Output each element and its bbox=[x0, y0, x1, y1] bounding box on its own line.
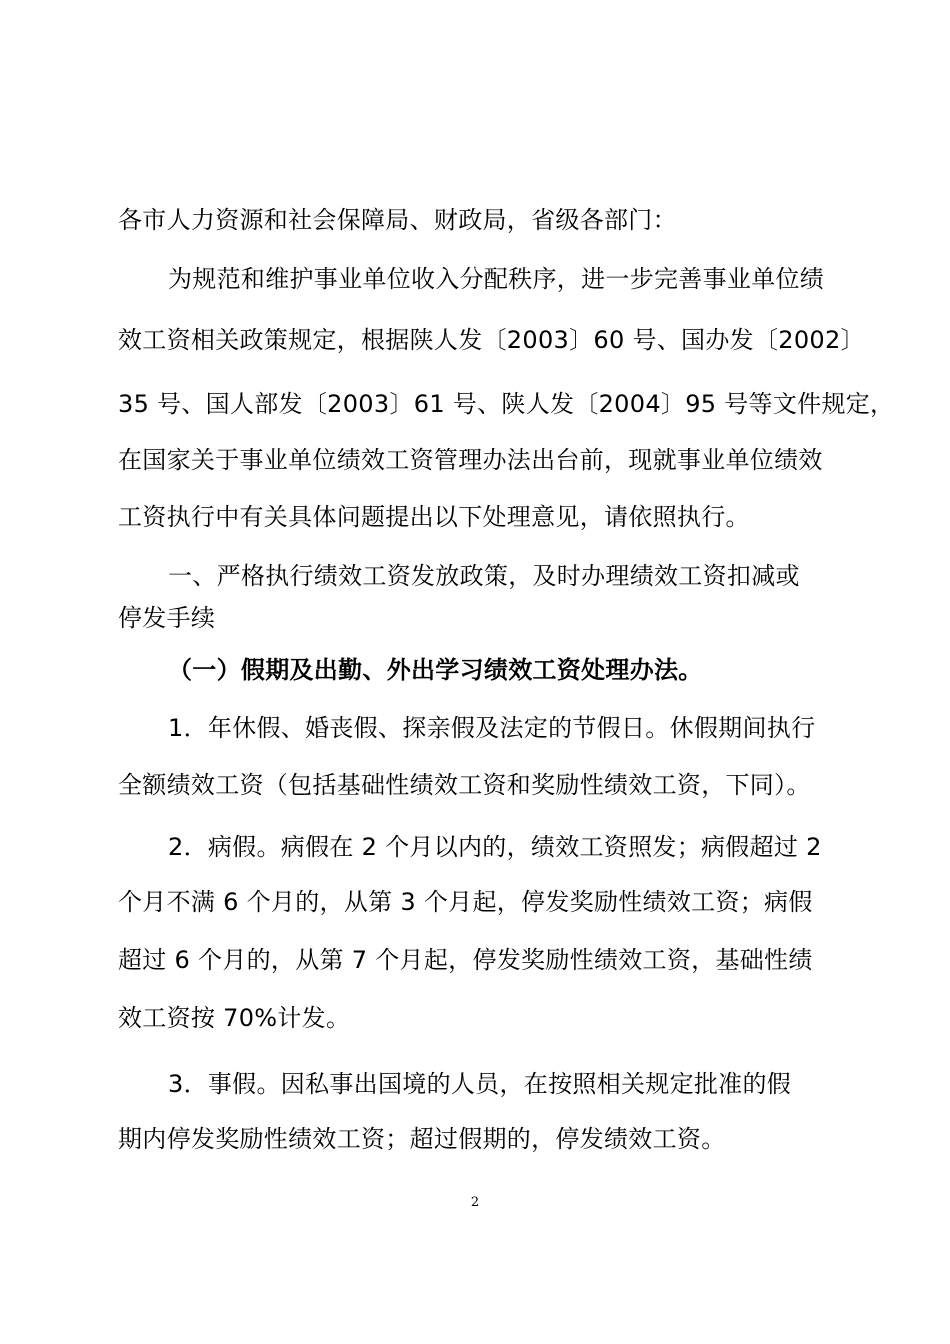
section1-heading-line-2: 停发手续 bbox=[118, 604, 216, 632]
intro-line-5: 工资执行中有关具体问题提出以下处理意见，请依照执行。 bbox=[118, 503, 750, 531]
salutation: 各市人力资源和社会保障局、财政局，省级各部门： bbox=[118, 206, 677, 234]
item3-line-1: 3．事假。因私事出国境的人员，在按照相关规定批准的假 bbox=[168, 1070, 792, 1098]
item1-line-2: 全额绩效工资（包括基础性绩效工资和奖励性绩效工资，下同）。 bbox=[118, 771, 811, 799]
intro-line-1: 为规范和维护事业单位收入分配秩序，进一步完善事业单位绩 bbox=[168, 265, 825, 293]
intro-line-2: 效工资相关政策规定，根据陕人发〔2003〕60 号、国办发〔2002〕 bbox=[118, 326, 865, 354]
subsection1-title: （一）假期及出勤、外出学习绩效工资处理办法。 bbox=[168, 656, 703, 684]
item1-line-1: 1．年休假、婚丧假、探亲假及法定的节假日。休假期间执行 bbox=[168, 714, 816, 742]
item2-line-4: 效工资按 70%计发。 bbox=[118, 1004, 351, 1032]
intro-line-3: 35 号、国人部发〔2003〕61 号、陕人发〔2004〕95 号等文件规定， bbox=[118, 390, 895, 418]
section1-heading-line-1: 一、严格执行绩效工资发放政策，及时办理绩效工资扣减或 bbox=[168, 562, 800, 590]
item2-line-2: 个月不满 6 个月的，从第 3 个月起，停发奖励性绩效工资；病假 bbox=[118, 888, 813, 916]
page-number: 2 bbox=[470, 1195, 480, 1210]
item3-line-2: 期内停发奖励性绩效工资；超过假期的，停发绩效工资。 bbox=[118, 1125, 726, 1153]
item2-line-3: 超过 6 个月的，从第 7 个月起，停发奖励性绩效工资，基础性绩 bbox=[118, 946, 813, 974]
intro-line-4: 在国家关于事业单位绩效工资管理办法出台前，现就事业单位绩效 bbox=[118, 446, 823, 474]
item2-line-1: 2．病假。病假在 2 个月以内的，绩效工资照发；病假超过 2 bbox=[168, 833, 822, 861]
